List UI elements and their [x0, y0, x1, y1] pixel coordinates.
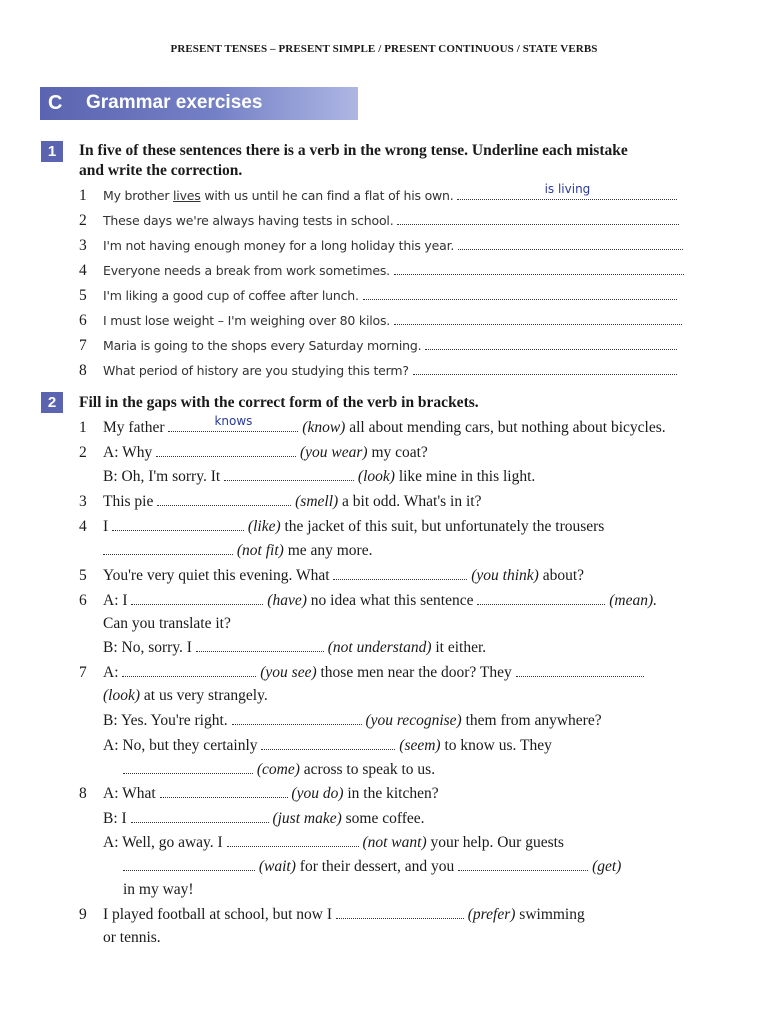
ex2-item-4a [79, 516, 739, 538]
ex2-item-2a [79, 442, 739, 464]
ex2-item-6c [79, 637, 763, 659]
gap-blank[interactable] [227, 834, 359, 847]
verb-cue: (like) [247, 518, 281, 535]
gap-blank[interactable] [196, 639, 324, 652]
ex2-item-9b [79, 927, 763, 949]
verb-cue: (look) [103, 687, 141, 704]
gap-blank[interactable] [261, 737, 395, 750]
sentence-text: B: Yes. You're right. [103, 712, 228, 729]
verb-cue: (you see) [260, 664, 317, 681]
verb-cue: (get) [592, 858, 622, 875]
gap-blank[interactable] [156, 444, 296, 457]
sentence-text: in my way! [123, 881, 194, 898]
item-number: 4 [79, 262, 87, 279]
verb-cue: (not fit) [236, 542, 284, 559]
exercise-1-instruction [79, 141, 739, 181]
gap-blank[interactable] [232, 712, 362, 725]
sentence-text: A: [103, 664, 119, 681]
section-title: Grammar exercises [86, 92, 263, 113]
ex2-item-8d [79, 856, 768, 878]
item-number: 7 [79, 664, 87, 681]
gap-blank[interactable] [168, 414, 298, 432]
sentence-text: my coat? [371, 444, 428, 461]
gap-blank[interactable] [477, 592, 605, 605]
item-number: 7 [79, 337, 87, 354]
sentence-text: across to speak to us. [303, 761, 436, 778]
item-text: I'm liking a good cup of coffee after lunch. [103, 288, 359, 303]
sentence-text: like mine in this light. [398, 468, 536, 485]
sentence-text: A: No, but they certainly [103, 737, 258, 754]
ex1-item-5 [79, 285, 739, 307]
verb-cue: (not understand) [327, 639, 432, 656]
gap-blank[interactable] [160, 785, 288, 798]
answer-blank[interactable] [363, 287, 677, 300]
verb-cue: (wait) [258, 858, 296, 875]
ex2-item-9a [79, 904, 739, 926]
ex2-item-7b [79, 685, 763, 707]
answer-blank[interactable] [394, 262, 684, 275]
sentence-text: all about mending cars, but nothing about bicycles. [349, 419, 666, 436]
exercise-2-instruction: Fill in the gaps with the correct form of the verb in brackets. [79, 394, 479, 411]
sentence-text: swimming [519, 906, 585, 923]
sentence-text: A: What [103, 785, 156, 802]
answer-blank[interactable] [397, 212, 679, 225]
verb-cue: (come) [256, 761, 300, 778]
sentence-text: I [103, 518, 109, 535]
exercise-1-number: 1 [41, 141, 63, 162]
item-number: 5 [79, 567, 87, 584]
verb-cue: (mean). [609, 592, 657, 609]
sentence-text: the jacket of this suit, but unfortunately the trousers [284, 518, 605, 535]
ex2-item-8c [79, 832, 763, 854]
ex2-item-7d [79, 735, 763, 757]
sentence-text: your help. Our guests [430, 834, 564, 851]
sentence-text: A: I [103, 592, 128, 609]
sentence-text: You're very quiet this evening. What [103, 567, 330, 584]
item-text: My brother [103, 188, 174, 203]
sentence-text: those men near the door? They [320, 664, 512, 681]
sentence-text: B: No, sorry. I [103, 639, 192, 656]
ex2-item-1 [79, 414, 739, 439]
item-number: 2 [79, 212, 87, 229]
item-text: What period of history are you studying this term? [103, 363, 409, 378]
sentence-text: A: Why [103, 444, 153, 461]
running-head: PRESENT TENSES – PRESENT SIMPLE / PRESENT CONTINUOUS / STATE VERBS [170, 43, 598, 55]
sentence-text: at us very strangely. [143, 687, 268, 704]
instruction-line-2: and write the correction. [79, 162, 243, 179]
gap-blank[interactable] [123, 761, 253, 774]
verb-cue: (not want) [362, 834, 427, 851]
section-letter: C [48, 92, 63, 114]
ex2-item-5 [79, 565, 739, 587]
gap-blank[interactable] [224, 468, 354, 481]
answer-blank[interactable] [413, 362, 677, 375]
sentence-text: My father [103, 419, 165, 436]
gap-blank[interactable] [131, 592, 263, 605]
sentence-text: B: I [103, 810, 127, 827]
item-number: 1 [79, 187, 87, 204]
instruction-line-1: In five of these sentences there is a verb in the wrong tense. Underline each mistake [79, 142, 628, 159]
item-text: I must lose weight – I'm weighing over 80 kilos. [103, 313, 391, 328]
sentence-text: no idea what this sentence [310, 592, 474, 609]
sentence-text: A: Well, go away. I [103, 834, 223, 851]
ex2-item-8e [79, 879, 768, 901]
item-number: 8 [79, 362, 87, 379]
sentence-text: Can you translate it? [103, 615, 231, 632]
verb-cue: (you wear) [299, 444, 368, 461]
ex1-item-7 [79, 335, 739, 357]
item-number: 6 [79, 592, 87, 609]
item-text: with us until he can find a flat of his own. [200, 188, 454, 203]
sentence-text: B: Oh, I'm sorry. It [103, 468, 221, 485]
handwritten-answer: is living [544, 182, 591, 196]
ex1-item-8 [79, 360, 739, 382]
item-text: Maria is going to the shops every Saturday morning. [103, 338, 422, 353]
sentence-text: for their dessert, and you [299, 858, 455, 875]
sentence-text: a bit odd. What's in it? [342, 493, 482, 510]
handwritten-answer: knows [214, 414, 253, 428]
section-banner [40, 87, 358, 120]
verb-cue: (prefer) [467, 906, 516, 923]
sentence-text: them from anywhere? [465, 712, 602, 729]
answer-blank[interactable] [425, 337, 677, 350]
gap-blank[interactable] [516, 664, 644, 677]
answer-blank[interactable] [394, 312, 682, 325]
verb-cue: (seem) [399, 737, 441, 754]
verb-cue: (just make) [272, 810, 342, 827]
verb-cue: (you recognise) [365, 712, 462, 729]
ex2-item-6b [79, 613, 763, 635]
sentence-text: some coffee. [345, 810, 425, 827]
item-text: These days we're always having tests in school. [103, 213, 394, 228]
item-number: 3 [79, 237, 87, 254]
item-text: I'm not having enough money for a long holiday this year. [103, 238, 455, 253]
verb-cue: (smell) [295, 493, 339, 510]
gap-blank[interactable] [112, 518, 244, 531]
ex1-item-4 [79, 260, 739, 282]
verb-cue: (know) [302, 419, 346, 436]
item-number: 2 [79, 444, 87, 461]
ex2-item-2b [79, 466, 763, 488]
item-number: 1 [79, 419, 87, 436]
item-number: 9 [79, 906, 87, 923]
ex2-item-4b [79, 540, 763, 562]
exercise-2-number: 2 [41, 392, 63, 413]
sentence-text: in the kitchen? [347, 785, 439, 802]
sentence-text: or tennis. [103, 929, 161, 946]
verb-cue: (you do) [291, 785, 344, 802]
sentence-text: me any more. [287, 542, 373, 559]
ex2-item-7c [79, 710, 763, 732]
sentence-text: This pie [103, 493, 154, 510]
ex2-item-3 [79, 491, 739, 513]
ex1-item-6 [79, 310, 739, 332]
ex1-item-1 [79, 182, 739, 207]
gap-blank[interactable] [157, 493, 291, 506]
sentence-text: about? [542, 567, 585, 584]
item-text: Everyone needs a break from work sometimes. [103, 263, 390, 278]
underlined-mistake: lives [173, 188, 201, 203]
item-number: 5 [79, 287, 87, 304]
ex2-item-7a [79, 662, 739, 684]
sentence-text: to know us. They [444, 737, 552, 754]
gap-blank[interactable] [123, 858, 255, 871]
ex2-item-8b [79, 808, 763, 830]
answer-blank[interactable] [457, 182, 677, 200]
item-number: 6 [79, 312, 87, 329]
verb-cue: (look) [357, 468, 395, 485]
ex1-item-2 [79, 210, 739, 232]
verb-cue: (have) [267, 592, 307, 609]
answer-blank[interactable] [458, 237, 683, 250]
verb-cue: (you think) [471, 567, 539, 584]
item-number: 3 [79, 493, 87, 510]
gap-blank[interactable] [333, 567, 467, 580]
sentence-text: it either. [435, 639, 487, 656]
ex1-item-3 [79, 235, 739, 257]
item-number: 8 [79, 785, 87, 802]
gap-blank[interactable] [458, 858, 588, 871]
gap-blank[interactable] [122, 664, 256, 677]
gap-blank[interactable] [103, 542, 233, 555]
item-number: 4 [79, 518, 87, 535]
gap-blank[interactable] [336, 906, 464, 919]
ex2-item-8a [79, 783, 739, 805]
ex2-item-7e [79, 759, 768, 781]
gap-blank[interactable] [131, 810, 269, 823]
ex2-item-6a [79, 590, 739, 612]
sentence-text: I played football at school, but now I [103, 906, 333, 923]
